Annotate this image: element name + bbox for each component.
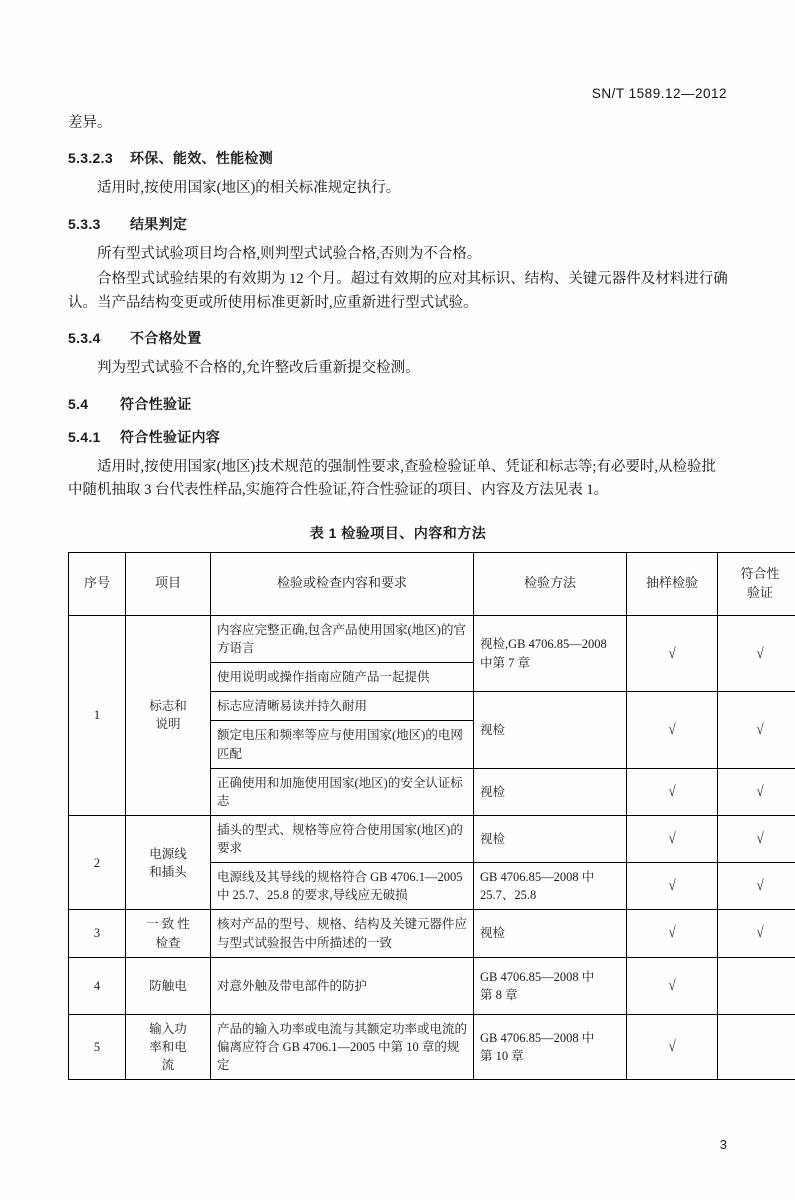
cell-item-line2: 检查 (155, 935, 181, 950)
cell-seq: 2 (69, 815, 126, 910)
cell-method-line1: GB 4706.85—2008 中 (480, 1030, 595, 1045)
header-seq: 序号 (69, 552, 126, 615)
cell-item (126, 1014, 211, 1079)
cell-item-line1: 标志和 (149, 699, 187, 714)
page-content (68, 112, 780, 1080)
cell-method-line1: 视检,GB 4706.85—2008 (480, 637, 607, 652)
cell-requirement: 对意外触及带电部件的防护 (211, 957, 474, 1014)
header-sampling: 抽样检验 (627, 552, 718, 615)
cell-sampling (627, 1014, 718, 1079)
clause-heading-5-4-1 (68, 427, 728, 447)
cell-requirement: 正确使用和加施使用国家(地区)的安全认证标志 (211, 768, 474, 815)
cell-item (126, 615, 211, 815)
check-icon: √ (756, 878, 764, 895)
table-header-row (69, 552, 795, 615)
cell-sampling (627, 692, 718, 768)
cell-method-line1: 视检 (480, 784, 506, 799)
cell-item (126, 910, 211, 957)
cell-item-line2: 和插头 (149, 864, 187, 879)
cell-item-line1: 一 致 性 (146, 917, 190, 932)
clause-title: 结果判定 (130, 215, 188, 232)
table-row (69, 910, 795, 957)
table-row (69, 1014, 795, 1079)
cell-conformity (718, 957, 795, 1014)
clause-heading-5-3-4 (68, 328, 728, 348)
table-caption: 表 1 检验项目、内容和方法 (309, 524, 487, 541)
check-icon: √ (668, 783, 676, 800)
cell-requirement: 标志应清晰易读并持久耐用 (211, 692, 474, 721)
cell-method-line1: 视检 (480, 926, 506, 941)
header-requirement: 检验或检查内容和要求 (211, 552, 474, 615)
check-icon: √ (756, 783, 764, 800)
check-icon: √ (668, 830, 676, 847)
cell-method-line1: 视检 (480, 722, 506, 737)
clause-number: 5.4 (68, 395, 89, 412)
cell-item-line2: 率和电 (149, 1039, 187, 1054)
header-method: 检验方法 (474, 552, 627, 615)
cell-requirement: 插头的型式、规格等应符合使用国家(地区)的要求 (211, 815, 474, 862)
cell-method-line2: 第 8 章 (480, 987, 518, 1002)
cell-item-line2: 说明 (155, 717, 181, 732)
cell-requirement: 内容应完整正确,包含产品使用国家(地区)的官方语言 (211, 615, 474, 662)
cell-item-line1: 防触电 (149, 978, 187, 993)
clause-number: 5.3.2.3 (68, 150, 113, 167)
cell-requirement: 使用说明或操作指南应随产品一起提供 (211, 663, 474, 692)
cell-method-line2: 25.7、25.8 (480, 888, 537, 903)
check-icon: √ (668, 1038, 676, 1055)
cell-conformity (718, 768, 795, 815)
check-icon: √ (668, 878, 676, 895)
cell-conformity (718, 910, 795, 957)
cell-method-line2: 中第 7 章 (480, 655, 531, 670)
cell-method (474, 692, 627, 768)
cell-requirement: 额定电压和频率等应与使用国家(地区)的电网匹配 (211, 721, 474, 768)
check-icon: √ (756, 830, 764, 847)
header-conformity-line2: 验证 (746, 584, 773, 600)
cell-seq: 3 (69, 910, 126, 957)
cell-method (474, 815, 627, 862)
paragraph-5-3-4-1: 判为型式试验不合格的,允许整改后重新提交检测。 (97, 360, 420, 377)
cell-conformity (718, 615, 795, 691)
clause-number: 5.3.4 (68, 330, 101, 347)
paragraph-5-3-2-3-1: 适用时,按使用国家(地区)的相关标准规定执行。 (97, 180, 401, 197)
cell-conformity (718, 692, 795, 768)
cell-method (474, 768, 627, 815)
lead-paragraph: 差异。 (68, 115, 112, 131)
inspection-table (68, 552, 795, 1080)
table-row (69, 615, 795, 662)
header-conformity (718, 552, 795, 615)
clause-heading-5-3-3 (68, 214, 728, 234)
cell-requirement: 电源线及其导线的规格符合 GB 4706.1—2005 中 25.7、25.8 的要求,导线应无破损 (211, 863, 474, 910)
cell-method (474, 615, 627, 691)
cell-conformity (718, 863, 795, 910)
page-header (592, 86, 727, 101)
cell-seq: 4 (69, 957, 126, 1014)
cell-method-line2: 第 10 章 (480, 1048, 524, 1063)
paragraph-5-3-3-2: 合格型式试验结果的有效期为 12 个月。超过有效期的应对其标识、结构、关键元器件及材料进行确认。当产品结构变更或所使用标准更新时,应重新进行型式试验。 (68, 271, 728, 311)
cell-method-line1: GB 4706.85—2008 中 (480, 969, 595, 984)
clause-heading-5-4 (68, 394, 728, 414)
cell-seq: 1 (69, 615, 126, 815)
header-item: 项目 (126, 552, 211, 615)
check-icon: √ (668, 645, 676, 662)
clause-number: 5.3.3 (68, 215, 101, 232)
cell-method (474, 910, 627, 957)
table-head (69, 552, 795, 615)
clause-title: 不合格处置 (130, 330, 202, 347)
cell-method (474, 863, 627, 910)
page-number: 3 (719, 1137, 727, 1152)
cell-method-line1: 视检 (480, 831, 506, 846)
clause-number: 5.4.1 (68, 428, 101, 445)
cell-item (126, 815, 211, 910)
cell-seq: 5 (69, 1014, 126, 1079)
table-row (69, 815, 795, 862)
cell-sampling (627, 815, 718, 862)
cell-sampling (627, 615, 718, 691)
cell-sampling (627, 863, 718, 910)
cell-requirement: 产品的输入功率或电流与其额定功率或电流的偏离应符合 GB 4706.1—2005 中第 10 章的规定 (211, 1014, 474, 1079)
clause-title: 符合性验证内容 (120, 428, 221, 445)
check-icon: √ (668, 721, 676, 738)
cell-item (126, 957, 211, 1014)
cell-method (474, 1014, 627, 1079)
standard-number: SN/T 1589.12—2012 (591, 86, 727, 101)
cell-sampling (627, 910, 718, 957)
paragraph-5-4-1-1: 适用时,按使用国家(地区)技术规范的强制性要求,查验检验证单、凭证和标志等;有必要时,从检验批中随机抽取 3 台代表性样品,实施符合性验证,符合性验证的项目、内容及方法见表 1。 (68, 458, 717, 499)
cell-method (474, 957, 627, 1014)
cell-method-line1: GB 4706.85—2008 中 (480, 870, 595, 885)
cell-item-line1: 电源线 (149, 846, 187, 861)
check-icon: √ (668, 977, 676, 994)
check-icon: √ (756, 645, 764, 662)
clause-title: 符合性验证 (120, 395, 192, 412)
cell-conformity (718, 815, 795, 862)
cell-requirement: 核对产品的型号、规格、结构及关键元器件应与型式试验报告中所描述的一致 (211, 910, 474, 957)
cell-conformity (718, 1014, 795, 1079)
paragraph-5-3-3-1: 所有型式试验项目均合格,则判型式试验合格,否则为不合格。 (97, 245, 482, 262)
cell-item-line1: 输入功 (149, 1021, 187, 1036)
check-icon: √ (756, 721, 764, 738)
cell-sampling (627, 957, 718, 1014)
table-row (69, 957, 795, 1014)
cell-sampling (627, 768, 718, 815)
cell-item-line3: 流 (161, 1057, 175, 1072)
check-icon: √ (756, 925, 764, 942)
check-icon: √ (668, 925, 676, 942)
header-conformity-line1: 符合性 (740, 566, 780, 582)
table-body (69, 615, 795, 1079)
clause-title: 环保、能效、性能检测 (130, 150, 273, 167)
clause-heading-5-3-2-3 (68, 148, 728, 168)
